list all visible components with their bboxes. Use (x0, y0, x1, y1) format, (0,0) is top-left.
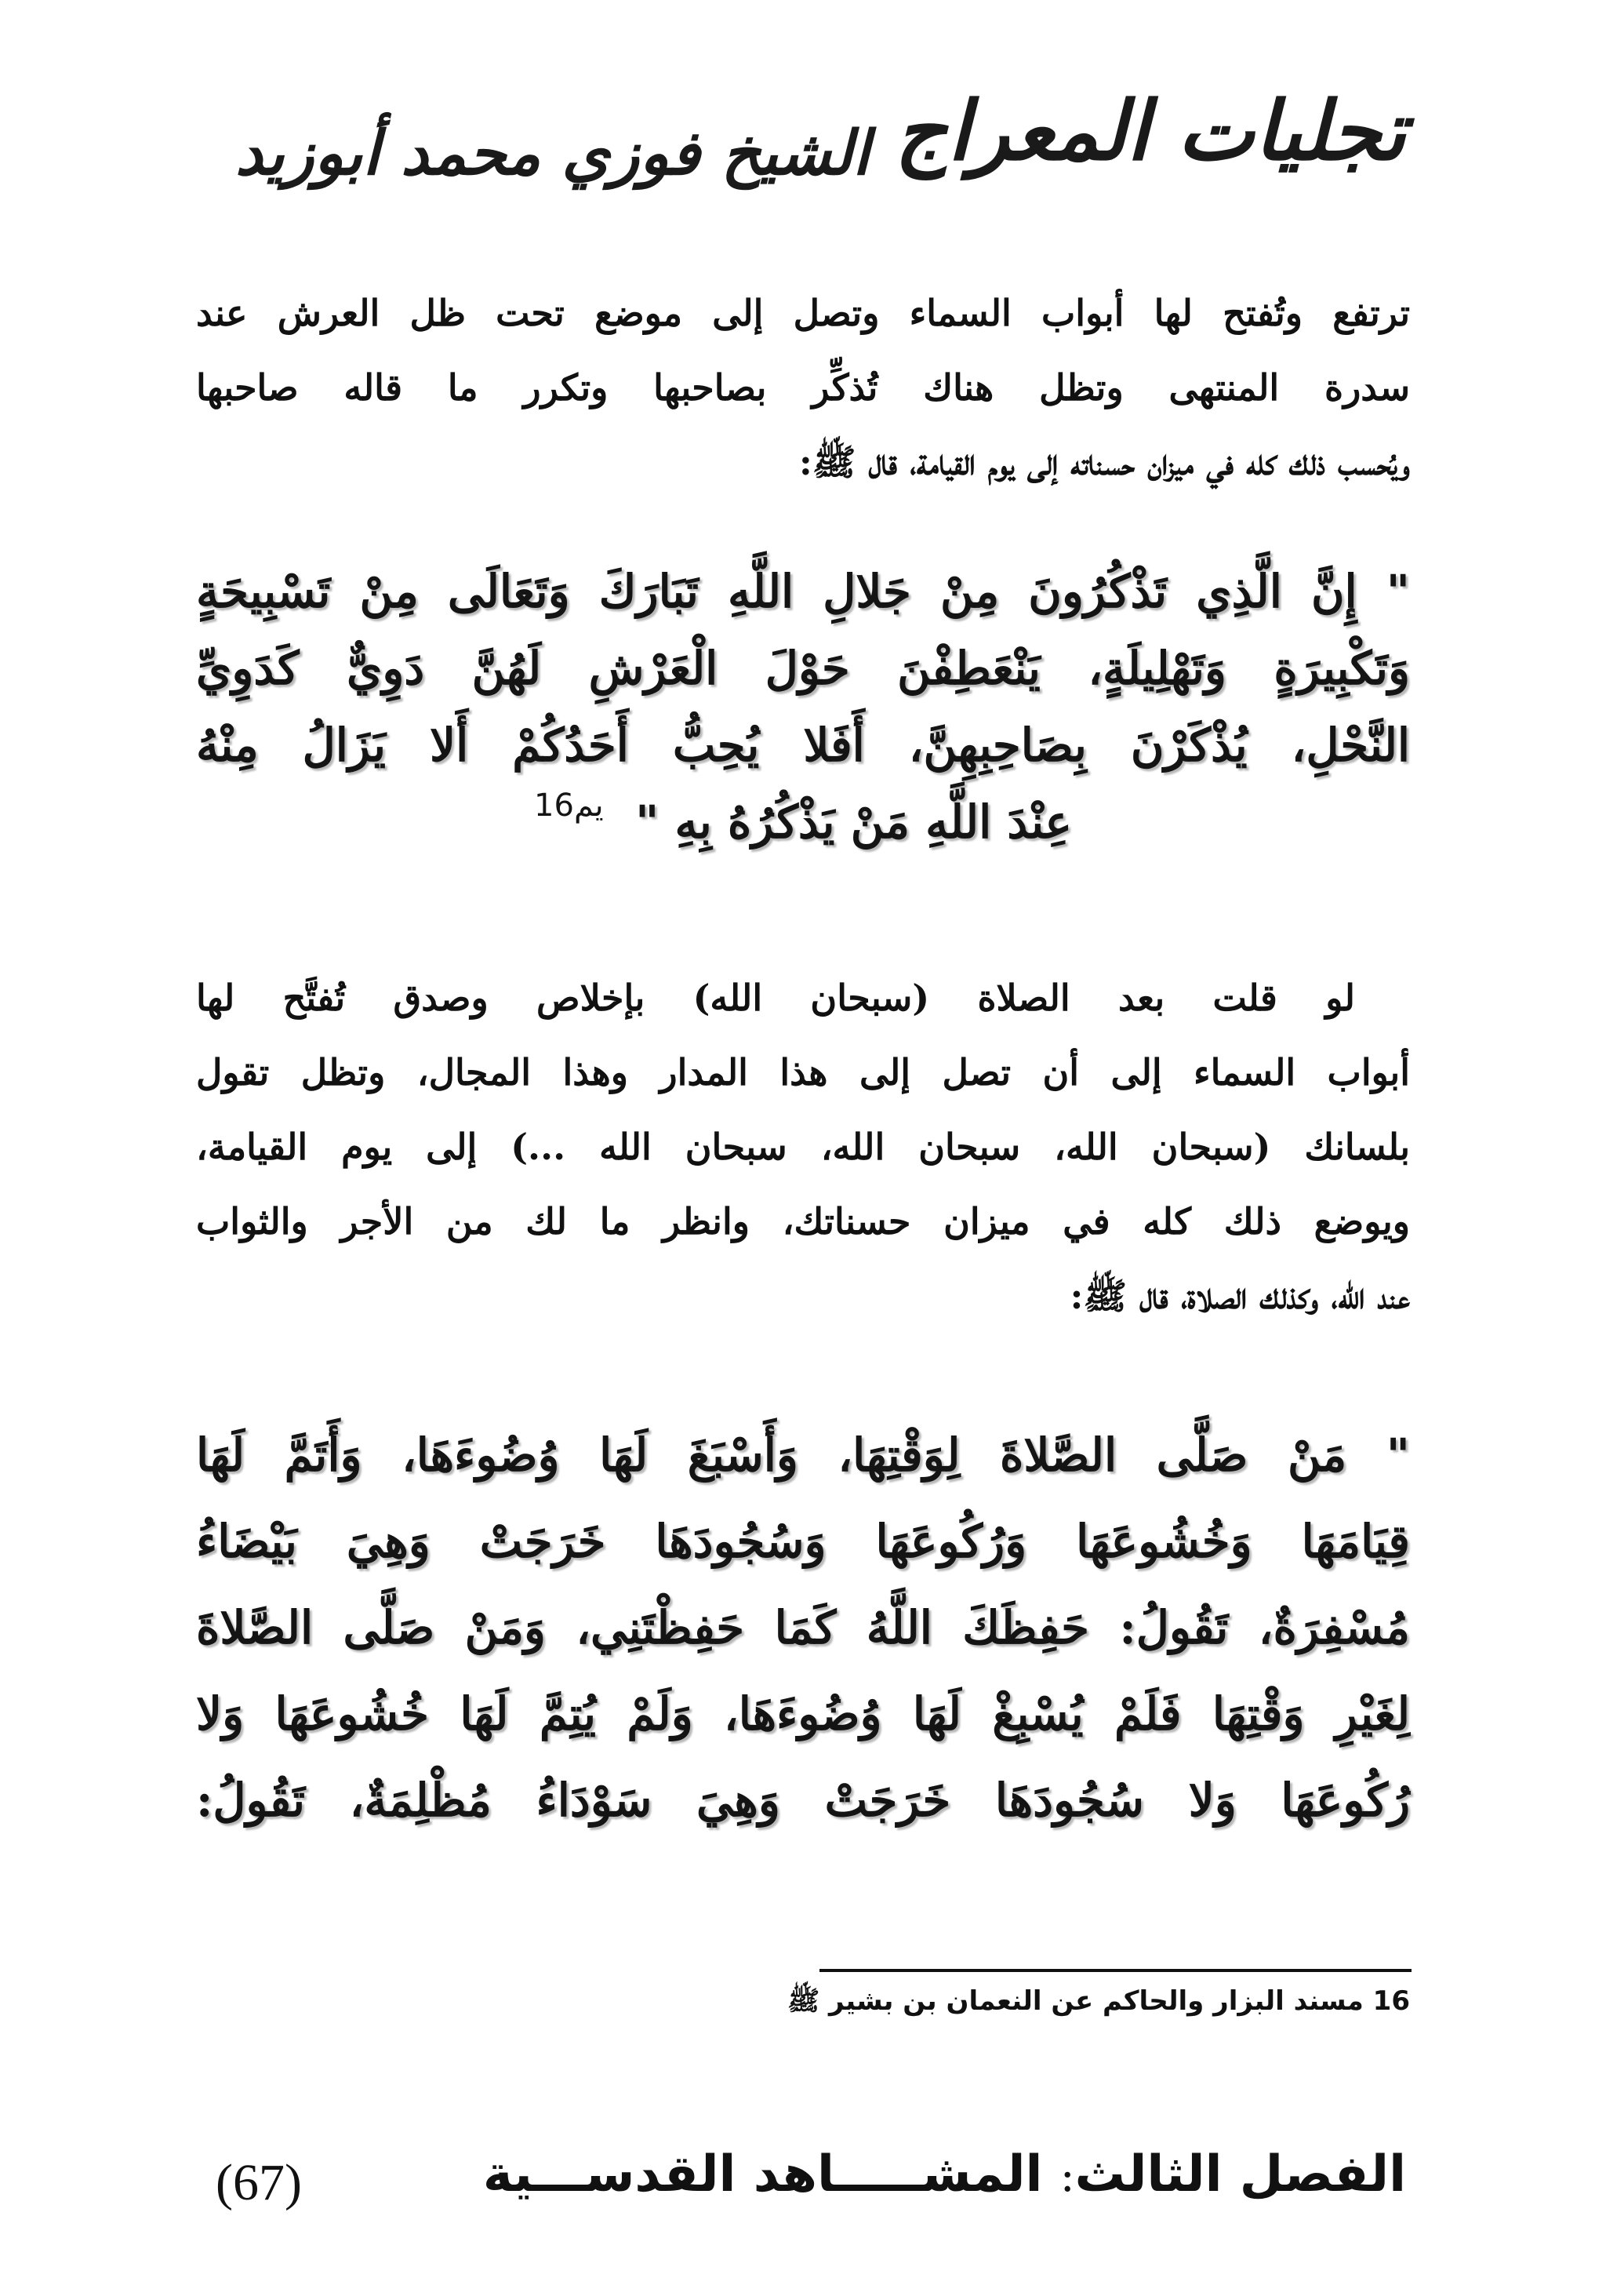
paragraph-line: عند الله، وكذلك الصلاة، قال ﷺ: (1070, 1275, 1410, 1317)
hadith-line: النَّحْلِ، يُذْكَرْنَ بِصَاحِبِهِنَّ، أَفَلا يُحِبُّ أَحَدُكُمْ أَلا يَزَالُ مِنْهُ (196, 719, 1410, 772)
paragraph-line: سدرة المنتهى وتظل هناك تُذكِّر بصاحبها وتكرر ما قاله صاحبها (196, 366, 1410, 409)
hadith-line: " إِنَّ الَّذِي تَذْكُرُونَ مِنْ جَلالِ اللَّهِ تَبَارَكَ وَتَعَالَى مِنْ تَسْبِيحَةٍ (196, 565, 1410, 618)
chapter-title: المشـــــاهد القدســـية (482, 2145, 1043, 2203)
page-number: (67) (216, 2154, 302, 2211)
paragraph-line: أبواب السماء إلى أن تصل إلى هذا المدار وهذا المجال، وتظل تقول (196, 1051, 1410, 1093)
hadith-1 (196, 553, 1410, 866)
footnote-divider (819, 1969, 1412, 1972)
chapter-label: الفصل الثالث (1074, 2145, 1406, 2203)
footnote-marker: يم16 (534, 788, 604, 824)
hadith-2 (196, 1412, 1410, 1843)
paragraph-line: بلسانك (سبحان الله، سبحان الله، سبحان الله ...) إلى يوم القيامة، (196, 1126, 1410, 1168)
chapter-separator: : (1059, 2151, 1075, 2202)
book-title-calligraphy: تجليات المعراج (895, 82, 1406, 179)
hadith-last-line-text: عِنْدَ اللَّهِ مَنْ يَذْكُرُهُ بِهِ " (635, 795, 1072, 849)
hadith-line: " مَنْ صَلَّى الصَّلاةَ لِوَقْتِهَا، وَأَسْبَغَ لَهَا وُضُوءَهَا، وَأَتَمَّ لَهَا (196, 1428, 1410, 1482)
author-calligraphy: الشيخ فوزي محمد أبوزيد (235, 118, 870, 189)
paragraph-2 (196, 961, 1410, 1334)
footnote: 16 مسند البزار والحاكم عن النعمان بن بشير ﷺ (787, 1985, 1410, 2017)
hadith-line: لِغَيْرِ وَقْتِهَا فَلَمْ يُسْبِغْ لَهَا وُضُوءَهَا، وَلَمْ يُتِمَّ لَهَا خُشُوعَهَا وَلا (196, 1687, 1410, 1741)
paragraph-line: ويوضع ذلك كله في ميزان حسناتك، وانظر ما لك من الأجر والثواب (196, 1200, 1410, 1243)
paragraph-line: ويُحسب ذلك كله في ميزان حسناته إلى يوم القيامة، قال ﷺ: (798, 441, 1410, 483)
paragraph-1 (196, 276, 1410, 500)
hadith-line: قِيَامَهَا وَخُشُوعَهَا وَرُكُوعَهَا وَسُجُودَهَا خَرَجَتْ وَهِيَ بَيْضَاءُ (196, 1515, 1410, 1568)
paragraph-line: ترتفع وتُفتح لها أبواب السماء وتصل إلى موضع تحت ظل العرش عند (196, 292, 1410, 334)
paragraph-line: لو قلت بعد الصلاة (سبحان الله) بإخلاص وصدق تُفتَّح لها (196, 977, 1355, 1019)
chapter-heading (483, 2145, 1406, 2203)
hadith-line: مُسْفِرَةٌ، تَقُولُ: حَفِظَكَ اللَّهُ كَمَا حَفِظْتَنِي، وَمَنْ صَلَّى الصَّلاةَ (196, 1601, 1410, 1654)
hadith-line: وَتَكْبِيرَةٍ وَتَهْلِيلَةٍ، يَنْعَطِفْنَ حَوْلَ الْعَرْشِ لَهُنَّ دَوِيٌّ كَدَوِيِّ (196, 642, 1410, 695)
hadith-line (196, 784, 1410, 866)
hadith-line: رُكُوعَهَا وَلا سُجُودَهَا خَرَجَتْ وَهِيَ سَوْدَاءُ مُظْلِمَةٌ، تَقُولُ: (196, 1774, 1410, 1827)
